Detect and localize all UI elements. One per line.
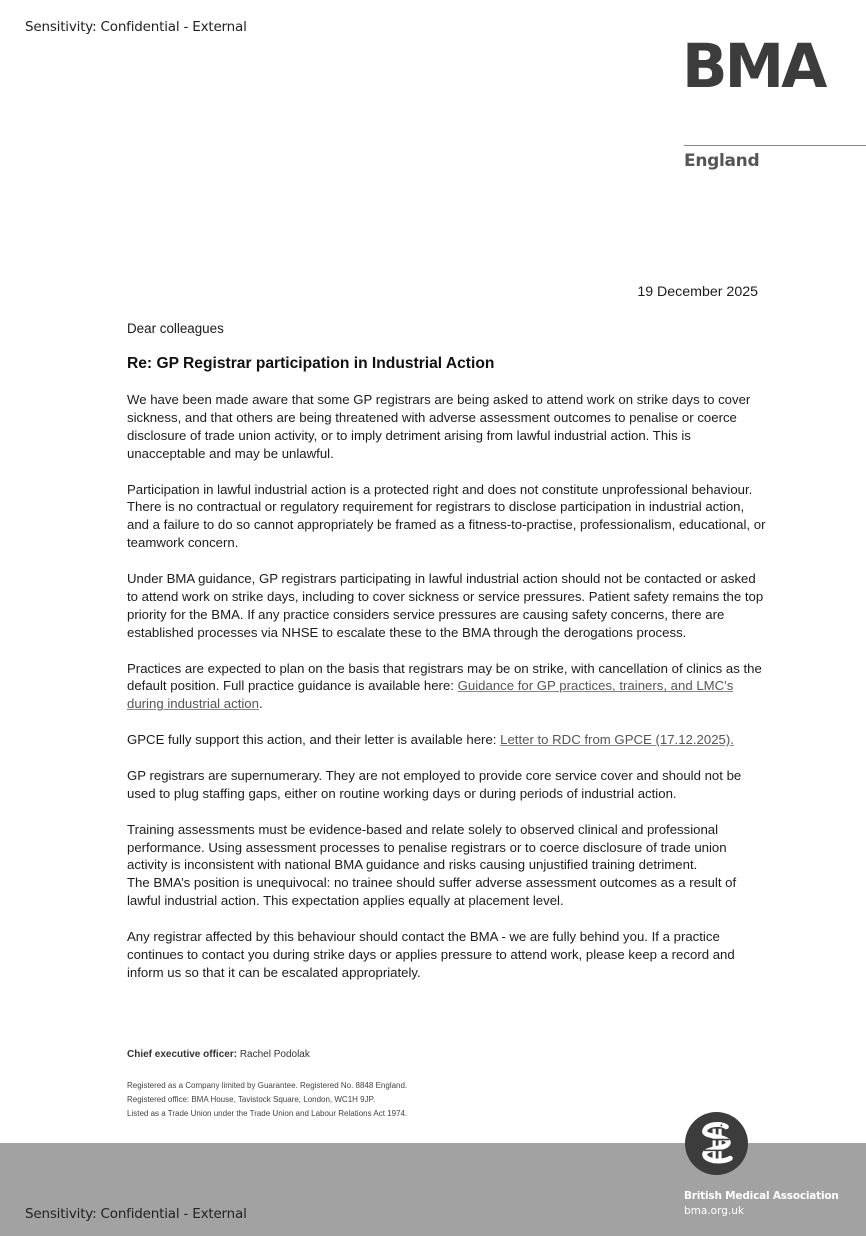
paragraph: We have been made aware that some GP registrars are being asked to attend work on strike days to cover sickness, and that others are being threatened with adverse assessment outcomes to penalise or coerce disclosure of trade union activity, or to imply detriment arising from lawful industrial action. This is unacceptable and may be unlawful. [127, 392, 751, 461]
logo-divider [684, 145, 866, 146]
registration-line: Registered as a Company limited by Guarantee. Registered No. 8848 England. [127, 1081, 408, 1090]
paragraph: GP registrars are supernumerary. They are not employed to provide core service cover and should not be used to plug staffing gaps, either on routine working days or during periods of industrial action. [127, 767, 742, 801]
paragraph: Training assessments must be evidence-based and relate solely to observed clinical and professional performance. Using assessment processes to penalise registrars or to coerce disclosure of trade union activity is inconsistent with national BMA guidance and risks causing unjustified training detriment. [127, 821, 727, 873]
subject-heading: Re: GP Registrar participation in Industrial Action [127, 355, 495, 372]
registration-info [127, 1079, 407, 1120]
gpce-letter-link[interactable]: Letter to RDC from GPCE (17.12.2025). [500, 732, 734, 748]
bma-emblem-icon [685, 1112, 748, 1175]
org-url[interactable]: bma.org.uk [684, 1205, 744, 1217]
logo-region: England [684, 151, 760, 171]
paragraph-text: GPCE fully support this action, and their letter is available here: [127, 732, 501, 748]
paragraph [127, 731, 767, 749]
letter-date: 19 December 2025 [637, 284, 758, 300]
bma-logo: BMA [682, 31, 825, 102]
letter-body [127, 391, 767, 1000]
salutation: Dear colleagues [127, 321, 224, 336]
ceo-label: Chief executive officer: [127, 1049, 238, 1060]
paragraph-text: Practices are expected to plan on the basis that registrars may be on strike, with cancellation of clinics as the default position. Full practice guidance is available here: [127, 660, 762, 694]
registration-line: Registered office: BMA House, Tavistock Square, London, WC1H 9JP. [127, 1094, 376, 1104]
paragraph-text: . [258, 696, 263, 712]
paragraph: Any registrar affected by this behaviour should contact the BMA - we are fully behind you. If a practice continues to contact you during strike days or applies pressure to attend work, please keep a record and inform us so that it can be escalated appropriately. [127, 929, 735, 980]
paragraph: Participation in lawful industrial action is a protected right and does not constitute unprofessional behaviour. There is no contractual or regulatory requirement for registrars to disclose participation in industrial action, and a failure to do so cannot appropriately be framed as a fitness-to-practise, professionalism, educational, or teamwork concern. [127, 481, 766, 551]
guidance-link[interactable]: Guidance for GP practices, trainers, and LMC's during industrial action [127, 678, 734, 712]
sensitivity-label-top: Sensitivity: Confidential - External [25, 19, 247, 35]
paragraph: Under BMA guidance, GP registrars participating in lawful industrial action should not be contacted or asked to attend work on strike days, including to cover sickness or service pressures. Patient safety remains the top priority for the BMA. If any practice considers service pressures are causing safety concerns, there are established processes via NHSE to escalate these to the BMA through the derogations process. [127, 571, 764, 640]
paragraph: The BMA’s position is unequivocal: no trainee should suffer adverse assessment outcomes as a result of lawful industrial action. This expectation applies equally at placement level. [127, 875, 737, 909]
ceo-name: Rachel Podolak [237, 1049, 310, 1060]
registration-line: Listed as a Trade Union under the Trade Union and Labour Relations Act 1974. [127, 1108, 408, 1118]
sensitivity-label-bottom: Sensitivity: Confidential - External [25, 1206, 247, 1222]
org-name: British Medical Association [684, 1190, 839, 1202]
ceo-line [127, 1049, 310, 1060]
paragraph [127, 660, 767, 714]
